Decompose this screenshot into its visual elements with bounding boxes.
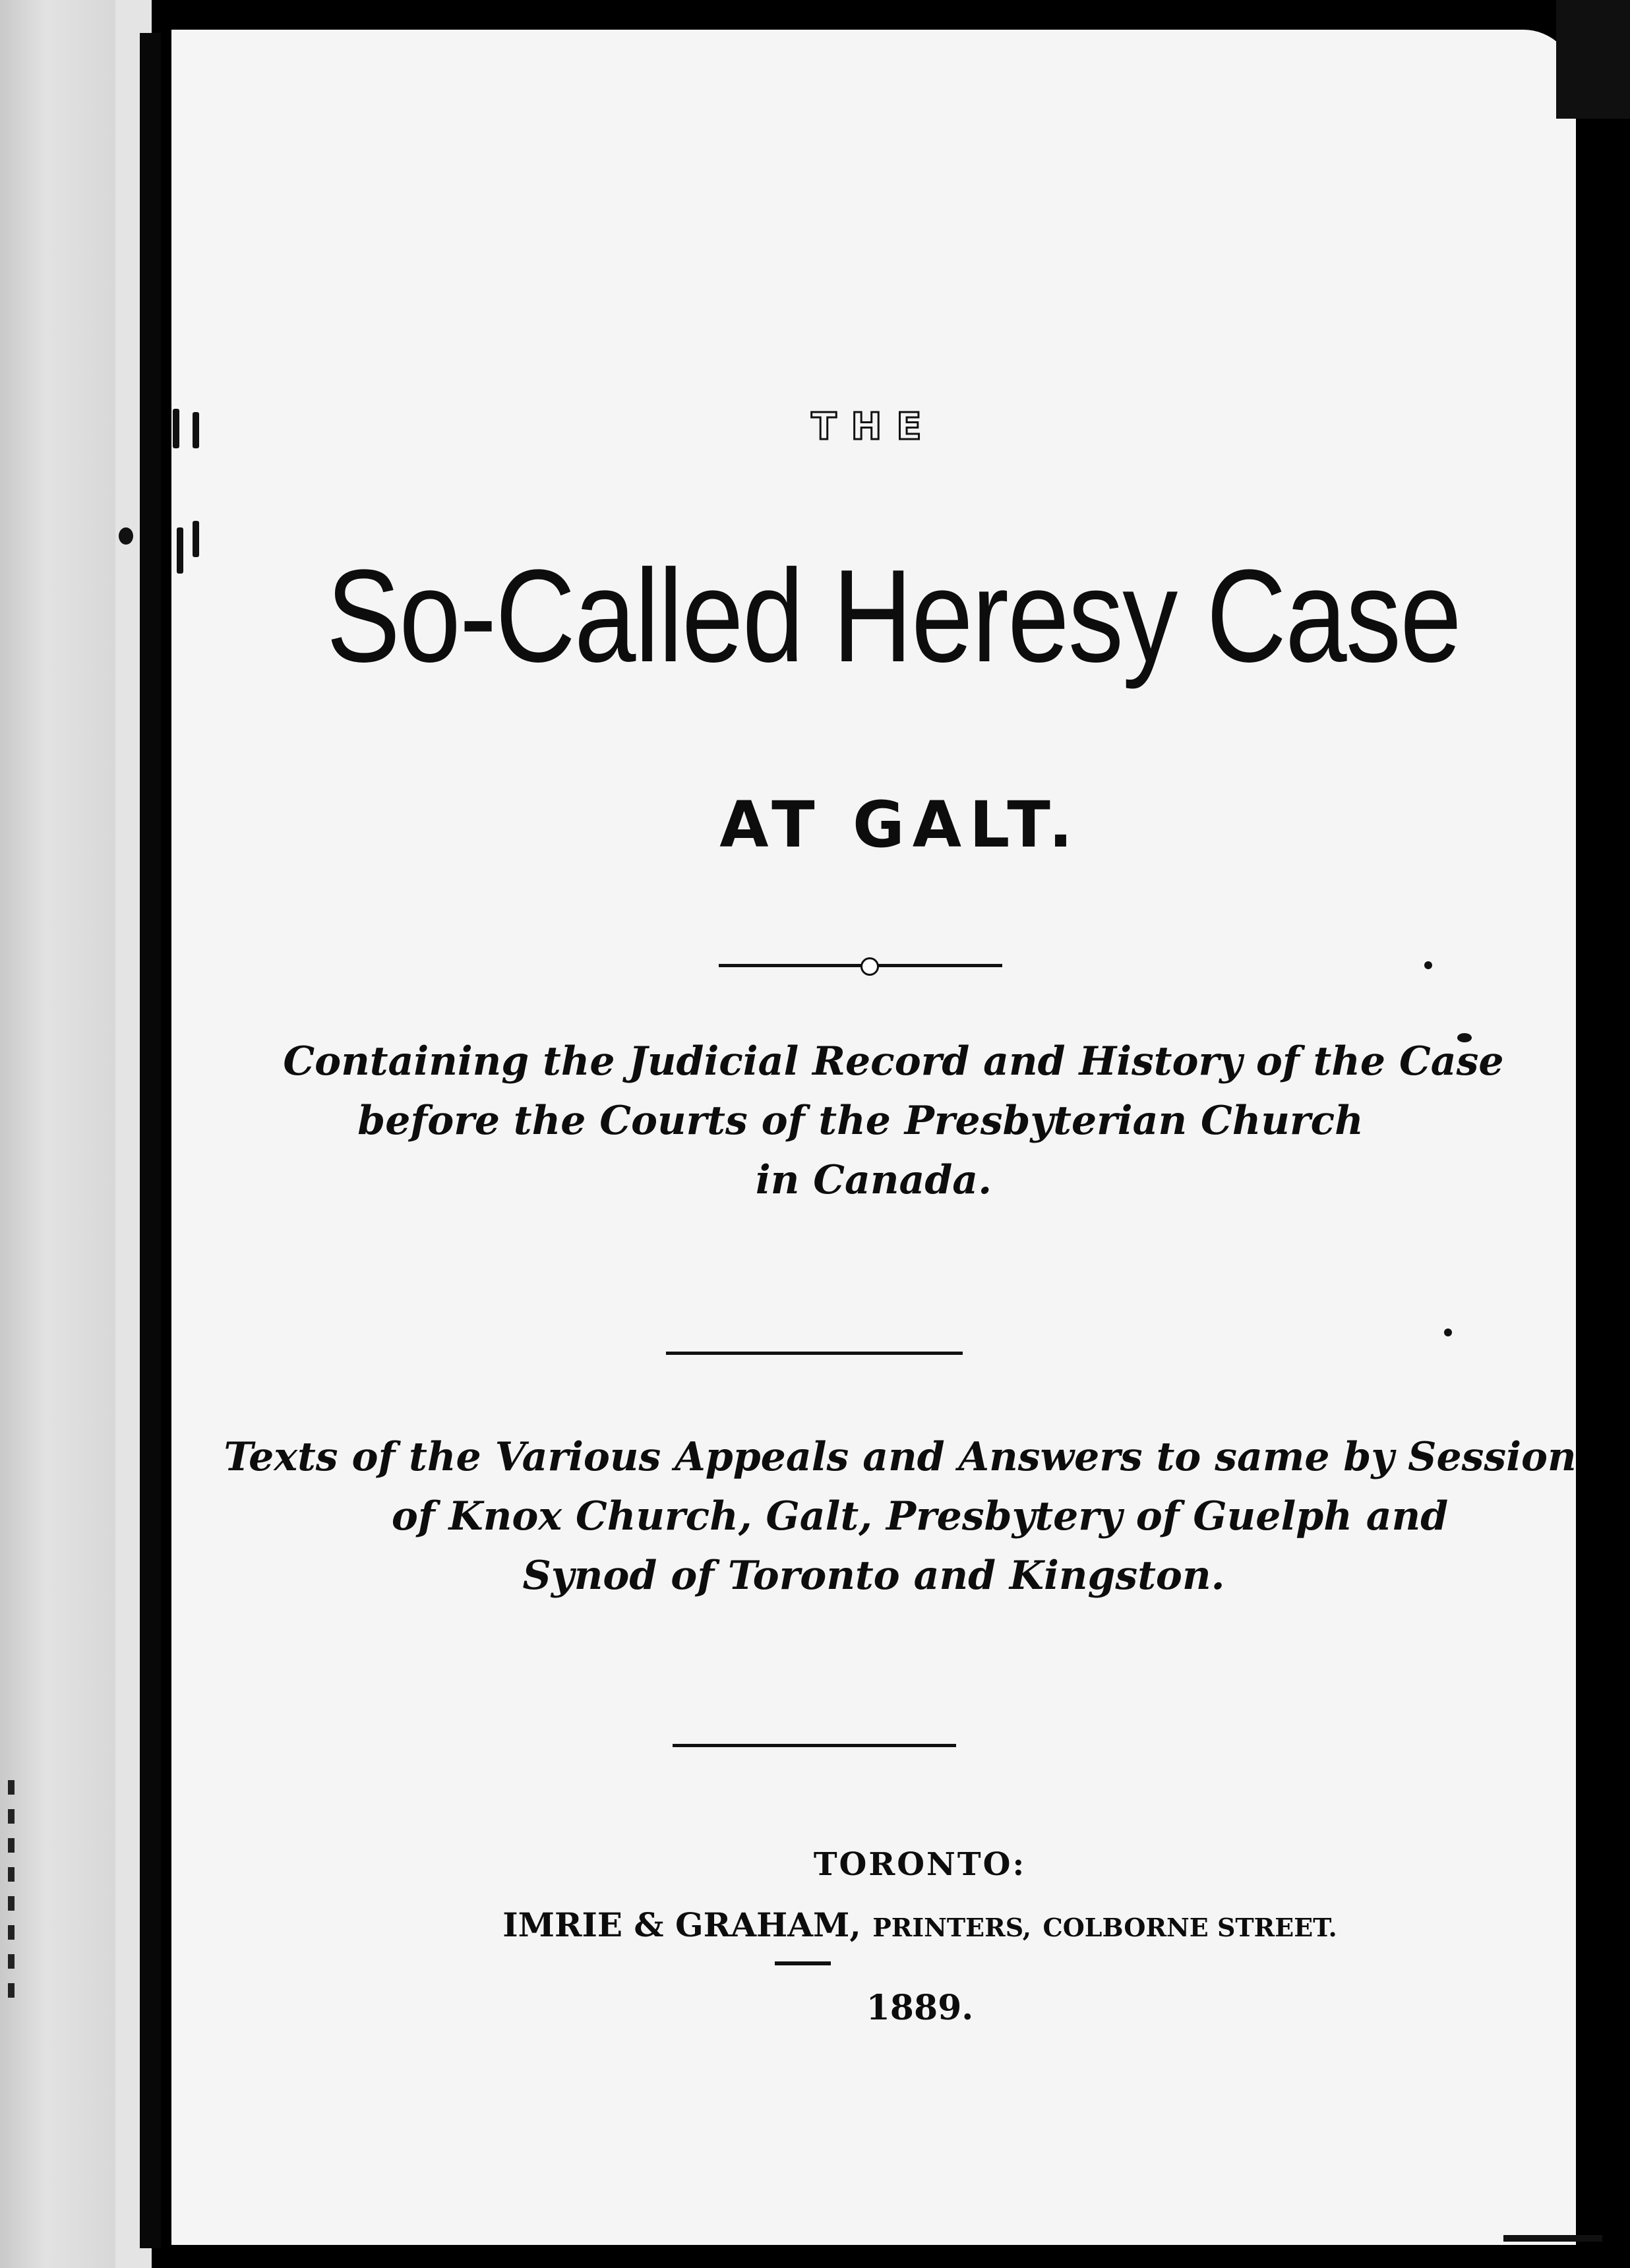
appeals-line-1: Texts of the Various Appeals and Answers to same by Session — [224, 1434, 1577, 1480]
page-bottom-edge — [1503, 2235, 1602, 2242]
book-binding — [0, 0, 115, 2268]
margin-dot — [1424, 961, 1432, 969]
imprint-place: TORONTO: — [813, 1846, 1027, 1883]
appeals-line-2: of Knox Church, Galt, Presbytery of Guelph and — [391, 1493, 1449, 1539]
margin-dot — [119, 527, 133, 545]
margin-tick — [177, 527, 183, 574]
description-line-2: before the Courts of the Presbyterian Church — [357, 1098, 1364, 1144]
binding-stitches — [8, 1780, 15, 1998]
ornament-dot — [860, 957, 879, 976]
margin-tick — [193, 521, 199, 557]
year-rule — [775, 1961, 831, 1965]
main-title: So-Called Heresy Case — [326, 543, 1461, 690]
printer-name: IMRIE & GRAHAM, — [502, 1905, 861, 1944]
title-article: THE — [811, 405, 936, 448]
imprint-year: 1889. — [866, 1988, 974, 2028]
printer-word: PRINTERS, — [872, 1913, 1032, 1942]
section-rule — [673, 1744, 956, 1747]
imprint-printer — [218, 1905, 1622, 1944]
appeals-line-3: Synod of Toronto and Kingston. — [522, 1553, 1225, 1599]
page-corner-shadow — [1556, 0, 1630, 119]
printer-street: COLBORNE STREET. — [1042, 1913, 1337, 1942]
description-line-1: Containing the Judicial Record and History of the Case — [283, 1038, 1504, 1085]
section-rule — [666, 1352, 963, 1355]
margin-dot — [1444, 1328, 1452, 1336]
subtitle-location: AT GALT. — [719, 788, 1081, 862]
description-line-3: in Canada. — [755, 1157, 992, 1203]
